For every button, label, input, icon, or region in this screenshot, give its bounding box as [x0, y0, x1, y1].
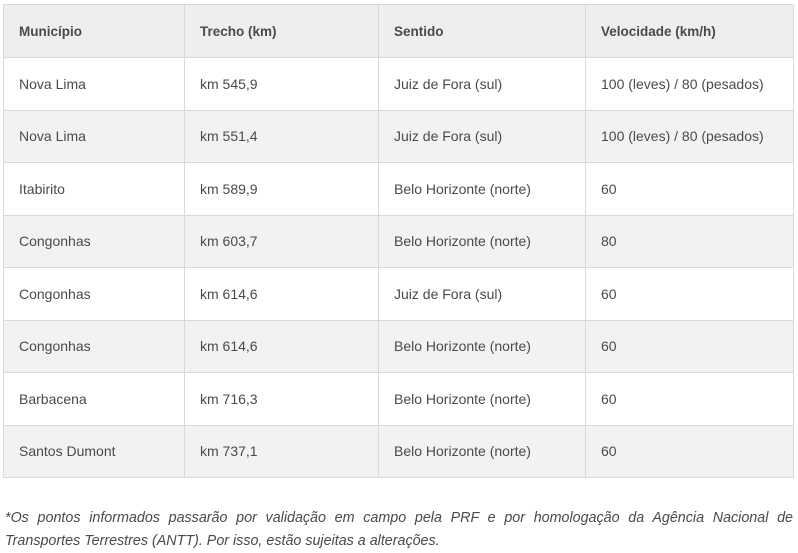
footnote: *Os pontos informados passarão por validação em campo pela PRF e por homologação da Agência Nacional de Transportes Terrestres (ANTT). Por isso, estão sujeitas a alterações. [5, 510, 793, 550]
table-row [4, 425, 794, 478]
column-header-trecho: Trecho (km) [185, 5, 379, 58]
cell-municipio: Nova Lima [4, 58, 185, 111]
cell-municipio: Nova Lima [4, 110, 185, 163]
table-row [4, 320, 794, 373]
table-row [4, 215, 794, 268]
cell-municipio: Barbacena [4, 373, 185, 426]
cell-trecho: km 603,7 [185, 215, 379, 268]
table-header-row [4, 5, 794, 58]
cell-municipio: Santos Dumont [4, 425, 185, 478]
cell-velocidade: 60 [586, 373, 794, 426]
cell-sentido: Belo Horizonte (norte) [379, 215, 586, 268]
cell-sentido: Juiz de Fora (sul) [379, 268, 586, 321]
cell-trecho: km 716,3 [185, 373, 379, 426]
cell-trecho: km 614,6 [185, 320, 379, 373]
cell-sentido: Belo Horizonte (norte) [379, 373, 586, 426]
cell-sentido: Belo Horizonte (norte) [379, 425, 586, 478]
cell-trecho: km 737,1 [185, 425, 379, 478]
cell-municipio: Itabirito [4, 163, 185, 216]
cell-trecho: km 545,9 [185, 58, 379, 111]
table-row [4, 58, 794, 111]
cell-sentido: Belo Horizonte (norte) [379, 320, 586, 373]
cell-trecho: km 551,4 [185, 110, 379, 163]
speed-table-container [3, 4, 793, 478]
speed-limits-table [3, 4, 794, 478]
cell-sentido: Juiz de Fora (sul) [379, 58, 586, 111]
cell-sentido: Belo Horizonte (norte) [379, 163, 586, 216]
cell-velocidade: 60 [586, 425, 794, 478]
table-row [4, 110, 794, 163]
cell-municipio: Congonhas [4, 268, 185, 321]
cell-velocidade: 100 (leves) / 80 (pesados) [586, 58, 794, 111]
table-row [4, 163, 794, 216]
column-header-sentido: Sentido [379, 5, 586, 58]
cell-trecho: km 589,9 [185, 163, 379, 216]
cell-sentido: Juiz de Fora (sul) [379, 110, 586, 163]
cell-velocidade: 80 [586, 215, 794, 268]
cell-municipio: Congonhas [4, 215, 185, 268]
cell-velocidade: 100 (leves) / 80 (pesados) [586, 110, 794, 163]
cell-velocidade: 60 [586, 163, 794, 216]
cell-velocidade: 60 [586, 268, 794, 321]
table-row [4, 373, 794, 426]
cell-municipio: Congonhas [4, 320, 185, 373]
column-header-velocidade: Velocidade (km/h) [586, 5, 794, 58]
table-row [4, 268, 794, 321]
cell-trecho: km 614,6 [185, 268, 379, 321]
cell-velocidade: 60 [586, 320, 794, 373]
column-header-municipio: Município [4, 5, 185, 58]
